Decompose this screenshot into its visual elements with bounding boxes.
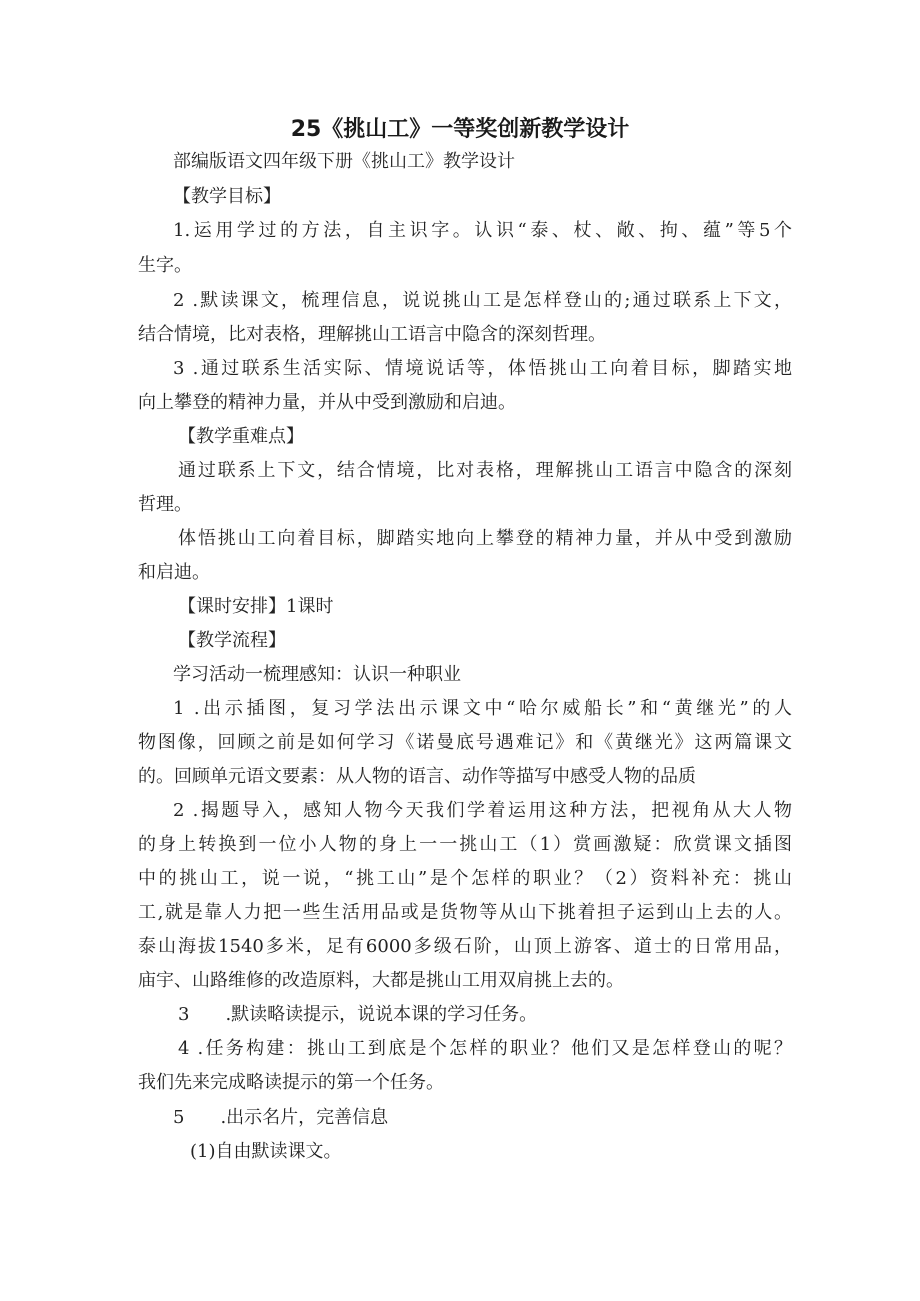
section-heading-schedule: 【课时安排】1课时 bbox=[178, 596, 334, 617]
paragraph-line: 的。回顾单元语文要素：从人物的语言、动作等描写中感受人物的品质 bbox=[138, 766, 696, 787]
paragraph-line: (1)自由默读课文。 bbox=[190, 1141, 342, 1162]
paragraph-line: 3 .通过联系生活实际、情境说话等，体悟挑山工向着目标，脚踏实地 bbox=[173, 358, 792, 379]
paragraph-line: 2 .揭题导入，感知人物今天我们学着运用这种方法，把视角从大人物 bbox=[173, 800, 792, 821]
paragraph-line: 向上攀登的精神力量，并从中受到激励和启迪。 bbox=[138, 392, 516, 413]
section-heading-process: 【教学流程】 bbox=[178, 630, 286, 651]
paragraph-line: 3 .默读略读提示，说说本课的学习任务。 bbox=[178, 1004, 538, 1025]
paragraph-line: 工,就是靠人力把一些生活用品或是货物等从山下挑着担子运到山上去的人。 bbox=[138, 902, 792, 923]
paragraph-line: 泰山海拔1540多米，足有6000多级石阶，山顶上游客、道士的日常用品， bbox=[138, 936, 792, 957]
paragraph-line: 2 .默读课文，梳理信息，说说挑山工是怎样登山的;通过联系上下文， bbox=[173, 290, 792, 311]
paragraph-line: 的身上转换到一位小人物的身上一一挑山工（1）赏画激疑：欣赏课文插图 bbox=[138, 834, 792, 855]
paragraph-line: 结合情境，比对表格，理解挑山工语言中隐含的深刻哲理。 bbox=[138, 324, 606, 345]
paragraph-line: 1.运用学过的方法，自主识字。认识“泰、杖、敞、拘、蕴”等5个 bbox=[173, 220, 792, 241]
section-heading-objectives: 【教学目标】 bbox=[173, 186, 281, 207]
paragraph-line: 通过联系上下文，结合情境，比对表格，理解挑山工语言中隐含的深刻 bbox=[178, 460, 792, 481]
paragraph-line: 庙宇、山路维修的改造原料，大都是挑山工用双肩挑上去的。 bbox=[138, 970, 624, 991]
section-heading-key-points: 【教学重难点】 bbox=[178, 426, 304, 447]
paragraph-line: 我们先来完成略读提示的第一个任务。 bbox=[138, 1072, 444, 1093]
activity-heading: 学习活动一梳理感知：认识一种职业 bbox=[173, 664, 461, 685]
paragraph-line: 哲理。 bbox=[138, 494, 192, 515]
paragraph-line: 和启迪。 bbox=[138, 562, 210, 583]
paragraph-line: 4 .任务构建：挑山工到底是个怎样的职业？他们又是怎样登山的呢？ bbox=[178, 1038, 792, 1059]
document-title: 25《挑山工》一等奖创新教学设计 bbox=[290, 117, 630, 142]
paragraph-line: 中的挑山工，说一说，“挑工山”是个怎样的职业？（2）资料补充：挑山 bbox=[138, 868, 792, 889]
paragraph-line: 5 .出示名片，完善信息 bbox=[173, 1107, 389, 1128]
paragraph-line: 生字。 bbox=[138, 255, 192, 276]
paragraph-line: 物图像，回顾之前是如何学习《诺曼底号遇难记》和《黄继光》这两篇课文 bbox=[138, 732, 792, 753]
subtitle-line: 部编版语文四年级下册《挑山工》教学设计 bbox=[173, 151, 515, 172]
paragraph-line: 体悟挑山工向着目标，脚踏实地向上攀登的精神力量，并从中受到激励 bbox=[178, 528, 792, 549]
paragraph-line: 1 .出示插图，复习学法出示课文中“哈尔威船长”和“黄继光”的人 bbox=[173, 698, 792, 719]
